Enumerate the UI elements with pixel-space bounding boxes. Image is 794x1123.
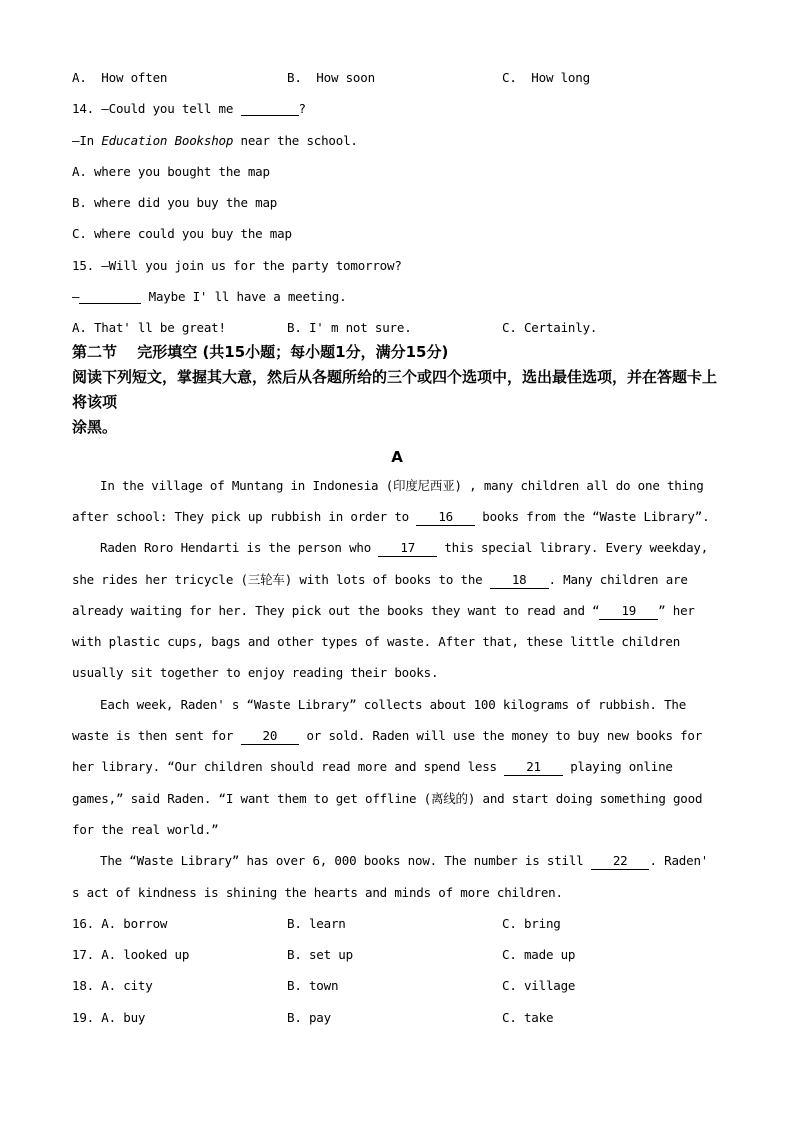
q13-option-a: A. How often [72, 70, 168, 85]
p3-text-2: playing online games,” said Raden. “I want them to get offline (离线的) and start doing something good for the real world.” [72, 759, 710, 837]
q13-options-row [72, 62, 722, 93]
q14-option-c: C. where could you buy the map [72, 226, 292, 242]
cloze-options-row-19 [72, 1002, 722, 1033]
blank-17: 17 [378, 540, 437, 557]
passage-label: A [391, 447, 403, 466]
q15-reply-dash: — [72, 289, 80, 305]
q14-stem-text: 14. —Could you tell me [72, 101, 241, 117]
p1-text-1: books from the “Waste Library”. [474, 508, 710, 524]
section-heading: 第二节 完形填空 (共15小题；每小题1分，满分15分) [72, 342, 449, 361]
q14-stem [72, 93, 722, 124]
p3-text-0: Each week, Raden' s “Waste Library” collects about 100 kilograms of rubbish. The waste is then sent for [72, 696, 694, 744]
q15-reply-text: Maybe I' ll have a meeting. [141, 289, 347, 305]
q18-option-b: B. town [287, 978, 339, 994]
passage-paragraph-2 [72, 532, 722, 688]
p2-text-2: . Many children are already waiting for her. They pick out the books they want to read and “ [72, 571, 696, 618]
q14-reply-pre: —In [72, 132, 102, 148]
q16-option-c: C. bring [502, 915, 561, 931]
q14-answer-blank [241, 115, 299, 116]
instructions-line-1: 阅读下列短文，掌握其大意，然后从各题所给的三个或四个选项中，选出最佳选项，并在答题卡上将该项 [72, 367, 718, 411]
q15-reply [72, 281, 722, 312]
q14-option-b: B. where did you buy the map [72, 195, 278, 211]
q18-option-c: C. village [502, 978, 576, 994]
q18-option-a: 18. A. city [72, 978, 153, 994]
q19-option-b: B. pay [287, 1009, 331, 1025]
blank-20: 20 [241, 728, 300, 745]
cloze-options-row-18 [72, 970, 722, 1001]
q19-option-a: 19. A. buy [72, 1009, 146, 1025]
p2-text-0: Raden Roro Hendarti is the person who [100, 540, 379, 556]
q17-option-b: B. set up [287, 947, 353, 963]
q14-option-a: A. where you bought the map [72, 163, 270, 179]
instructions-line-2: 涂黑。 [72, 417, 118, 436]
q14-stem-qmark: ? [298, 101, 306, 117]
p4-text-0: The “Waste Library” has over 6, 000 books now. The number is still [100, 853, 591, 869]
p2-text-1: this special library. Every weekday, she rides her tricycle (三轮车) with lots of books to the [72, 540, 716, 587]
p1-text-0: In the village of Muntang in Indonesia (印度尼西亚) , many children all do one thing after school: They pick up rubbish in order to [72, 477, 711, 524]
q14-reply-post: near the school. [233, 132, 358, 148]
q17-option-a: 17. A. looked up [72, 947, 190, 963]
cloze-options-row-16 [72, 908, 722, 939]
p2-text-3: ” her with plastic cups, bags and other types of waste. After that, these little children usually sit together to enjoy reading their books. [72, 602, 703, 681]
blank-18: 18 [490, 572, 549, 589]
q15-options-row [72, 312, 722, 343]
blank-21: 21 [504, 759, 563, 776]
q19-option-c: C. take [502, 1009, 554, 1025]
q14-reply [72, 125, 722, 156]
passage-paragraph-4 [72, 845, 722, 908]
q15-option-a: A. That' ll be great! [72, 320, 226, 336]
q13-option-c: C. How long [502, 70, 590, 85]
q16-option-a: 16. A. borrow [72, 915, 168, 931]
blank-16: 16 [416, 509, 475, 526]
q17-option-c: C. made up [502, 947, 576, 963]
q15-option-b: B. I' m not sure. [287, 320, 412, 336]
q15-option-c: C. Certainly. [502, 320, 598, 336]
blank-19: 19 [599, 603, 658, 620]
p4-text-1: . Raden' s act of kindness is shining the hearts and minds of more children. [72, 853, 716, 900]
q16-option-b: B. learn [287, 915, 346, 931]
passage-paragraph-1 [72, 470, 722, 533]
passage-paragraph-3 [72, 689, 722, 845]
q13-option-b: B. How soon [287, 70, 375, 85]
blank-22: 22 [591, 853, 650, 870]
p3-text-1: or sold. Raden will use the money to buy new books for her library. “Our children should read more and spend less [72, 728, 710, 775]
bookshop-name: Education Bookshop [101, 132, 234, 148]
q15-answer-blank [79, 303, 141, 304]
cloze-options-row-17 [72, 939, 722, 970]
q15-stem: 15. —Will you join us for the party tomorrow? [72, 257, 402, 273]
